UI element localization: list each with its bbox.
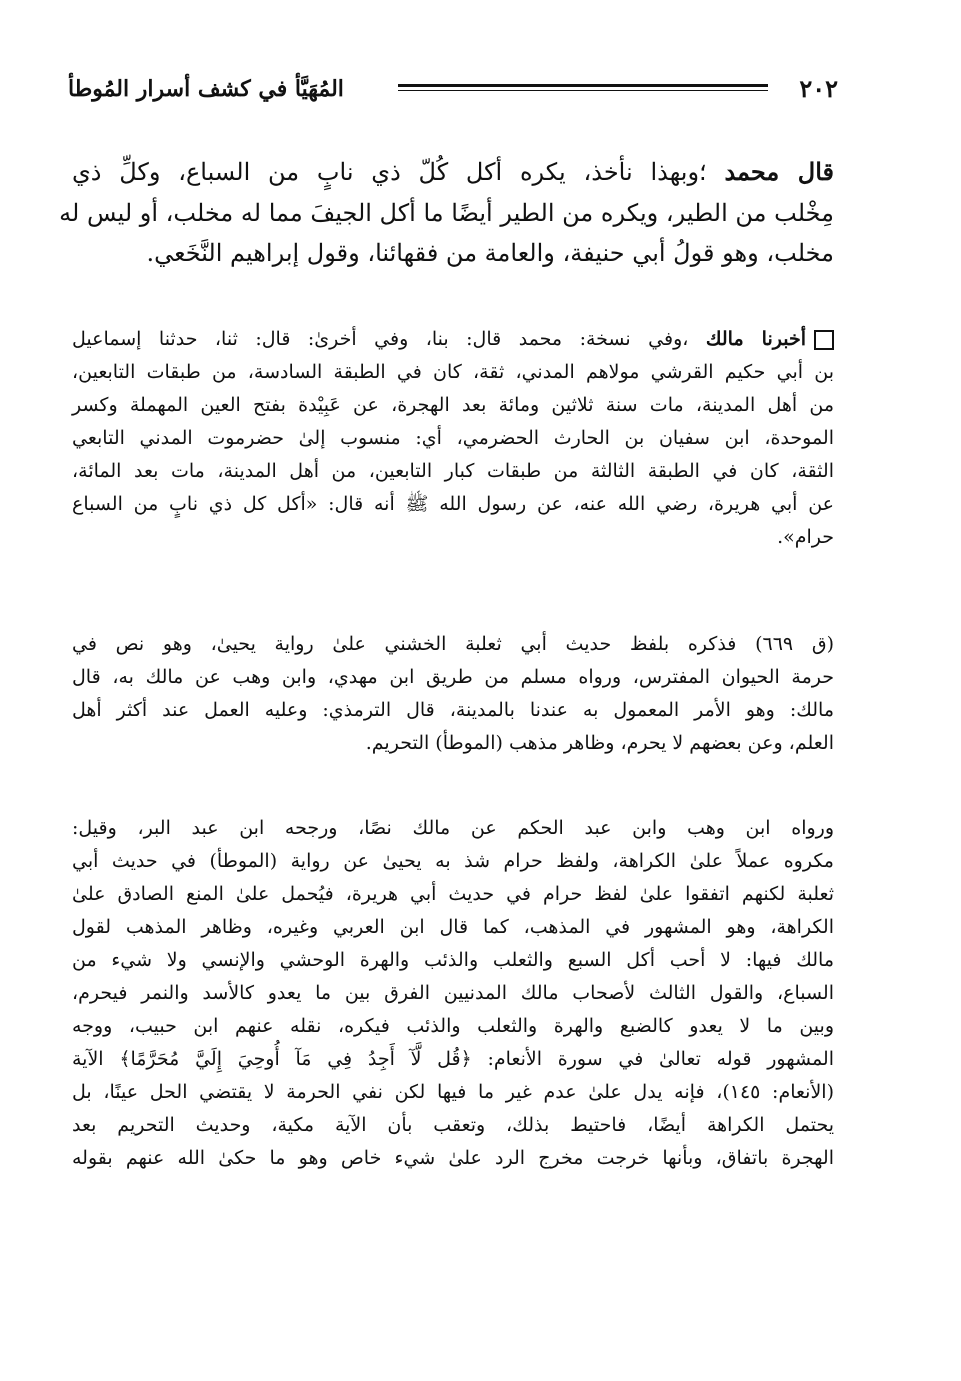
text-line: عن أبي هريرة، رضي الله عنه، عن رسول الله ﷺ أنه قال: «أكل كل ذي نابٍ من السباع bbox=[72, 493, 834, 515]
page-header bbox=[68, 72, 838, 116]
paragraph-muhammad bbox=[59, 152, 835, 274]
text-line: (ق ٦٦٩) فذكره بلفظ حديث أبي ثعلبة الخشني علىٰ رواية يحيىٰ، وهو نص في bbox=[72, 633, 834, 655]
lead-in-phrase: قال محمد bbox=[724, 157, 835, 186]
text-line: السباع، والقول الثالث لأصحاب مالك المدنيين الفرق بين ما يعدو كالأسد والنمر فيحرم، bbox=[72, 982, 834, 1004]
paragraph-commentary-2 bbox=[72, 628, 834, 760]
text-line: قال محمد ؛وبهذا نأخذ، يكره أكل كُلّ ذي نابٍ من السباع، وكلِّ ذي bbox=[72, 157, 835, 186]
lead-in-phrase: أخبرنا مالك bbox=[705, 328, 806, 350]
text-line: الكراهة، وهو المشهور في المذهب، كما قال ابن العربي وغيره، وظاهر المذهب لقول bbox=[72, 916, 834, 938]
text-line: ورواه ابن وهب وابن عبد الحكم عن مالك نصًا، ورجحه ابن عبد البر، وقيل: bbox=[72, 817, 834, 839]
text-line: الموحدة، ابن سفيان بن الحارث الحضرمي، أي: منسوب إلىٰ حضرموت المدني التابعي bbox=[72, 427, 834, 449]
header-rule bbox=[398, 84, 768, 91]
text-line: الثقة، كان في الطبقة الثالثة من طبقات كبار التابعين، من أهل المدينة، مات بعد المائة، bbox=[72, 460, 834, 482]
text-line: المشهور قوله تعالىٰ في سورة الأنعام: ﴿قُل لَّآ أَجِدُ فِي مَآ أُوحِيَ إِلَيَّ مُحَرَّمًا﴾ الآية bbox=[72, 1048, 834, 1070]
text-line: (الأنعام: ١٤٥)، فإنه يدل علىٰ عدم غير ما فيها لكن نفي الحرمة لا يقتضي الحل عينًا، بل bbox=[72, 1081, 834, 1103]
text-line: الهجرة باتفاق، وبأنها خرجت مخرج الرد علىٰ شيء خاص وهو ما حكىٰ الله عنهم بقوله bbox=[72, 1147, 834, 1169]
text-line: بن أبي حكيم القرشي مولاهم المدني، ثقة، كان في الطبقة السادسة، من طبقات التابعين، bbox=[72, 361, 834, 383]
square-marker-icon bbox=[814, 330, 834, 350]
paragraph-commentary-isnad bbox=[72, 323, 834, 554]
text-line: العلم، وعن بعضهم لا يحرم، وظاهر مذهب (الموطأ) التحريم. bbox=[365, 732, 834, 754]
text-line: مخلب، وهو قولُ أبي حنيفة، والعامة من فقهائنا، وقول إبراهيم النَّخَعي. bbox=[146, 239, 834, 267]
text-line: مكروه عملاً علىٰ الكراهة، ولفظ حرام شذ به يحيىٰ عن رواية (الموطأ) في حديث أبي bbox=[72, 850, 834, 872]
text-line: حرمة الحيوان المفترس، ورواه مسلم من طريق ابن مهدي، وابن وهب عن مالك به، قال bbox=[72, 666, 834, 688]
text-line: ثعلبة لكنهم اتفقوا علىٰ لفظ حرام في حديث أبي هريرة، فيُحمل علىٰ المنع الصادق علىٰ bbox=[72, 883, 834, 905]
text-line: حرام». bbox=[777, 526, 834, 548]
text-line: مِخْلب من الطير، ويكره من الطير أيضًا ما أكل الجيفَ مما له مخلب، أو ليس له bbox=[59, 198, 834, 227]
text-line: مالك: وهو الأمر المعمول به عندنا بالمدينة، قال الترمذي: وعليه العمل عند أكثر أهل bbox=[72, 699, 834, 721]
book-title: المُهَيَّأ في كشف أسرار المُوطأ bbox=[68, 76, 344, 102]
paragraph-commentary-3 bbox=[72, 812, 834, 1175]
text-line: أخبرنا مالك ،وفي نسخة: محمد قال: بنا، وفي أخرىٰ: قال: ثنا، حدثنا إسماعيل bbox=[72, 323, 834, 356]
page-number: ٢٠٢ bbox=[799, 74, 838, 103]
text-line: يحتمل الكراهة أيضًا، فاحتيط بذلك، وتعقب بأن الآية مكية، وحديث التحريم بعد bbox=[72, 1114, 834, 1136]
text-line: وبين ما لا يعدو كالضبع والهرة والثعلب والذئب فيكره، نقله عنهم ابن حبيب، ووجه bbox=[72, 1015, 834, 1037]
text-line: من أهل المدينة، مات سنة ثلاثين ومائة بعد الهجرة، عن عَبِيْدة بفتح العين المهملة وكسر bbox=[72, 394, 834, 416]
text-line: مالك فيها: لا أحب أكل السبع والثعلب والذئب والهرة الوحشي والإنسي ولا شيء من bbox=[72, 949, 834, 971]
